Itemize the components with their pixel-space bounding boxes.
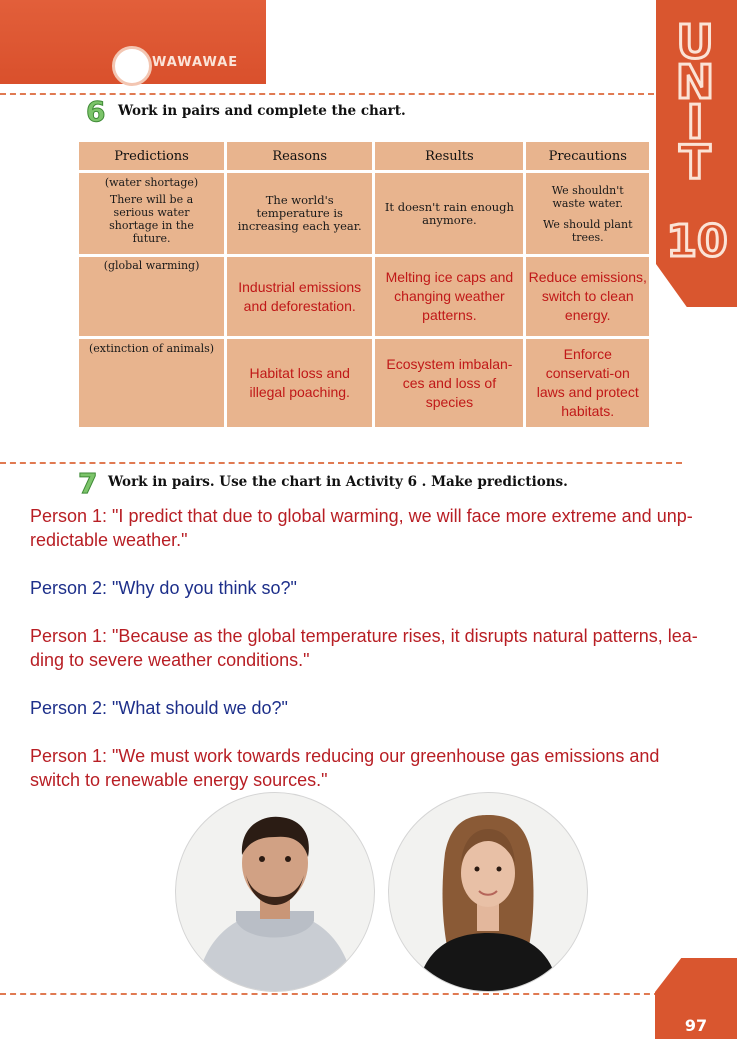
- logo-text: WAWAWAE: [152, 55, 239, 70]
- dashed-divider: [0, 462, 682, 464]
- unit-number: 10: [666, 216, 728, 267]
- chart-row: [79, 173, 649, 254]
- activity-6-title: Work in pairs and complete the chart.: [118, 103, 406, 119]
- young-woman-illustration: [389, 793, 587, 991]
- dialogue-line-person-1: Person 1: "We must work towards reducing our greenhouse gas emissions and switch to renewable energy sources.": [30, 746, 660, 790]
- dashed-divider: [0, 993, 660, 995]
- prediction-cell: [79, 257, 224, 336]
- result-cell: Ecosystem imbalan-ces and loss of species: [375, 339, 523, 427]
- result-cell: Melting ice caps and changing weather patterns.: [375, 257, 523, 336]
- prediction-label: (global warming): [103, 259, 200, 272]
- precaution-text: We should plant trees.: [542, 217, 633, 244]
- dialogue-line-person-2: Person 2: "Why do you think so?": [30, 578, 297, 598]
- activity-7-title: Work in pairs. Use the chart in Activity 6 . Make predictions.: [108, 474, 568, 490]
- prediction-label: (extinction of animals): [88, 342, 215, 355]
- chart-header: Reasons: [227, 142, 372, 170]
- reason-cell: Habitat loss and illegal poaching.: [227, 339, 372, 427]
- precaution-cell: [526, 173, 649, 254]
- logo-icon: [112, 46, 152, 86]
- precaution-text: We shouldn't waste water.: [551, 183, 624, 210]
- prediction-chart: [76, 139, 652, 430]
- prediction-cell: [79, 339, 224, 427]
- prediction-text: There will be a serious water shortage in the future.: [109, 193, 194, 245]
- unit-letter: I: [686, 95, 704, 149]
- chart-header: Predictions: [79, 142, 224, 170]
- unit-label: [667, 15, 723, 189]
- activity-7-number: 7: [78, 467, 98, 500]
- dialogue-line-person-1: Person 1: "I predict that due to global warming, we will face more extreme and unp-redictable weather.": [30, 506, 693, 550]
- chart-header: Results: [375, 142, 523, 170]
- reason-cell: Industrial emissions and deforestation.: [227, 257, 372, 336]
- photo-young-man: [175, 792, 375, 992]
- unit-letter: N: [675, 55, 715, 109]
- page-number: 97: [684, 1016, 708, 1035]
- prediction-label: (water shortage): [104, 176, 199, 189]
- unit-letter: T: [679, 135, 711, 189]
- activity-6-number: 6: [86, 95, 106, 128]
- dialogue-line-person-2: Person 2: "What should we do?": [30, 698, 288, 718]
- chart-row: [79, 339, 649, 427]
- photo-young-woman: [388, 792, 588, 992]
- result-cell: It doesn't rain enough anymore.: [375, 173, 523, 254]
- chart-header: Precautions: [526, 142, 649, 170]
- dialogue: [30, 504, 710, 816]
- reason-cell: The world's temperature is increasing each year.: [227, 173, 372, 254]
- chart-header-row: [79, 142, 649, 170]
- young-man-illustration: [176, 793, 374, 991]
- chart-row: [79, 257, 649, 336]
- dialogue-line-person-1: Person 1: "Because as the global temperature rises, it disrupts natural patterns, lea-ding to severe weather conditions.": [30, 626, 698, 670]
- precaution-cell: Reduce emissions, switch to clean energy.: [526, 257, 649, 336]
- precaution-cell: Enforce conservati-on laws and protect habitats.: [526, 339, 649, 427]
- prediction-cell: [79, 173, 224, 254]
- unit-letter: U: [676, 15, 714, 69]
